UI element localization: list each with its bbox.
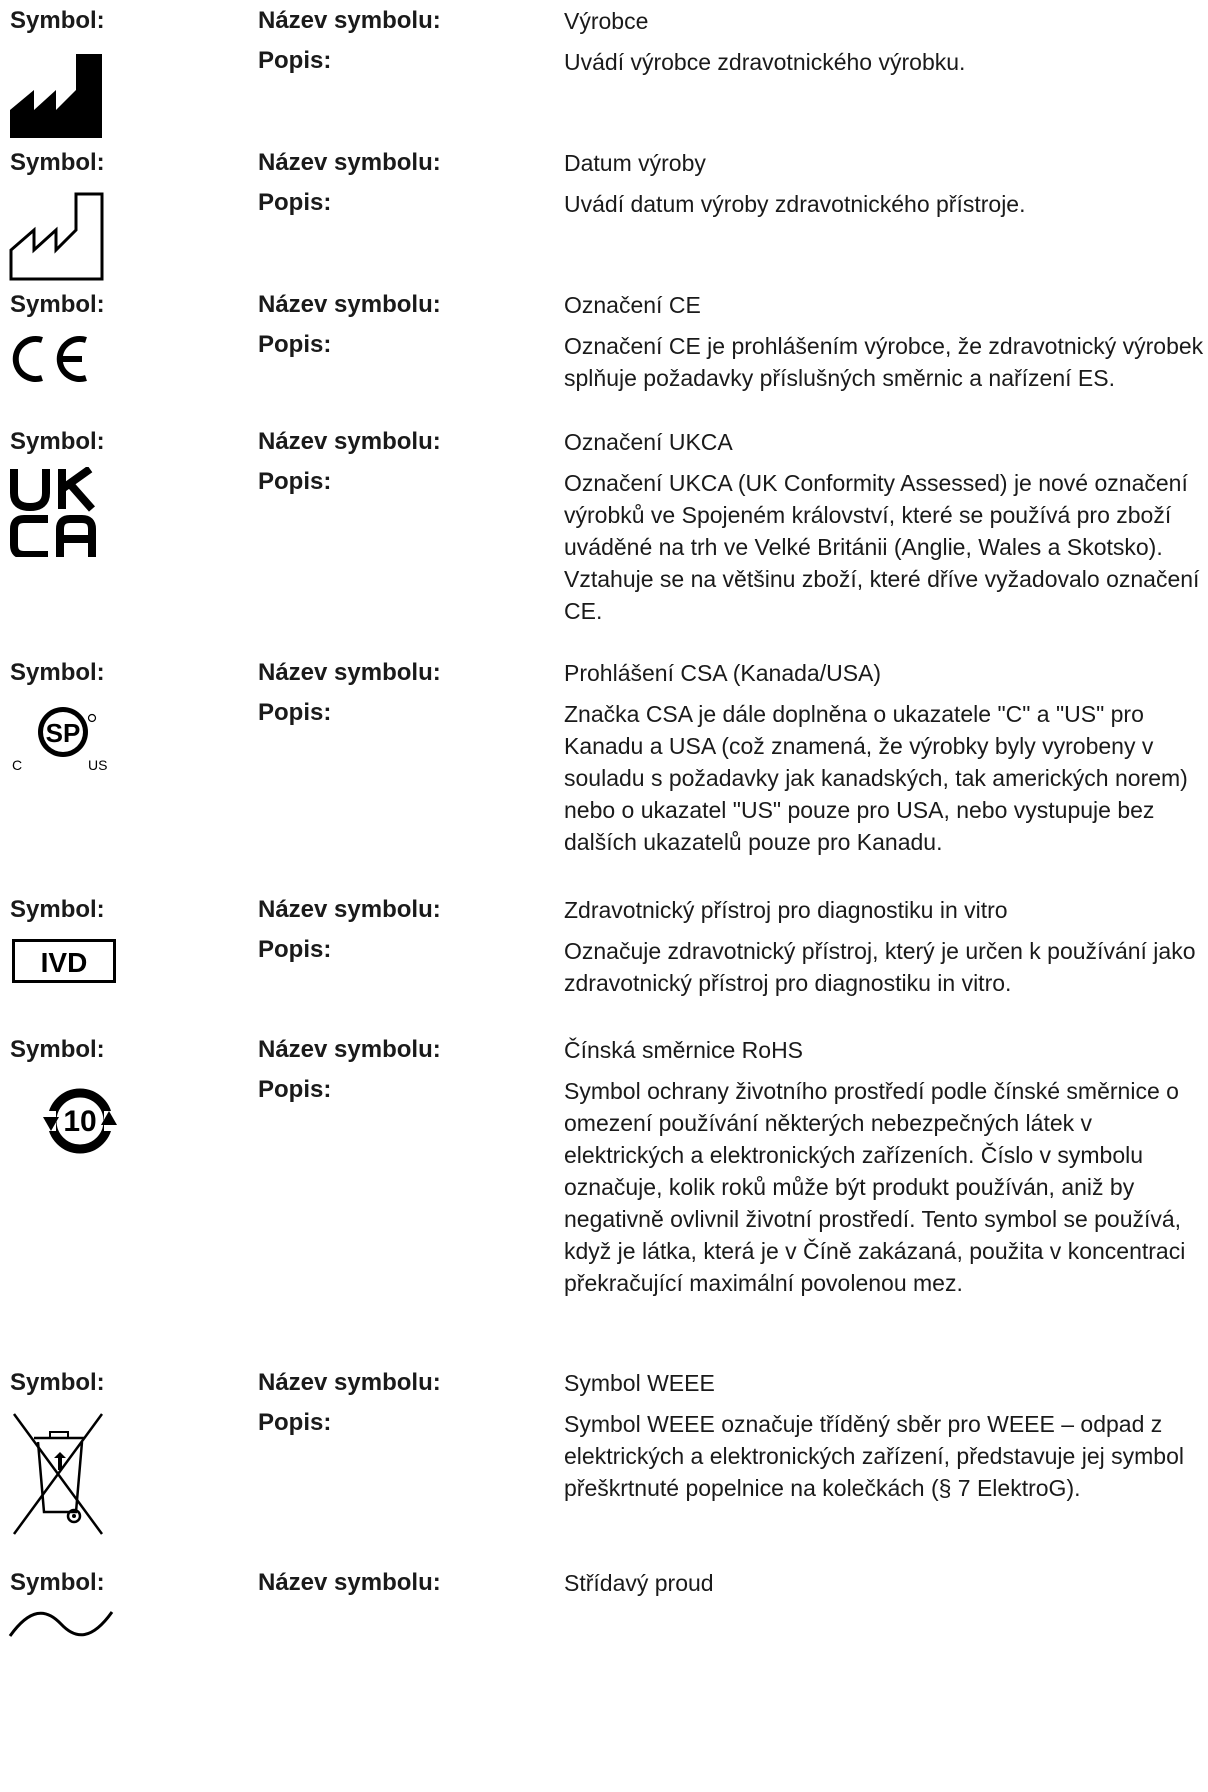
symbol-name-label: Název symbolu: bbox=[258, 291, 441, 318]
symbol-label: Symbol: bbox=[10, 291, 105, 318]
symbol-label: Symbol: bbox=[10, 149, 105, 176]
symbol-entry-china-rohs bbox=[0, 1035, 1208, 1355]
symbol-description: Symbol WEEE označuje tříděný sběr pro WEEE – odpad z elektrických a elektronických zařízení, představuje jej symbol přeškrtnuté popelnice na kolečkách (§ 7 ElektroG). bbox=[564, 1411, 1184, 1501]
symbol-name-label: Název symbolu: bbox=[258, 1369, 441, 1396]
symbol-name: Prohlášení CSA (Kanada/USA) bbox=[564, 660, 882, 686]
date-of-manufacture-icon bbox=[8, 190, 106, 282]
description-label: Popis: bbox=[258, 331, 332, 358]
symbol-description: Symbol ochrany životního prostředí podle čínské směrnice o omezení používání některých nebezpečných látek v elektrických a elektronických zařízeních. Číslo v symbolu označuje, kolik roků může být produkt používán, aniž by negativně ovlivnil životní prostředí. Tento symbol se používá, když je látka, která je v Číně zakázaná, použita v koncentraci překračující maximální povolenou mez. bbox=[564, 1078, 1186, 1296]
symbol-entry-manufacturer bbox=[0, 6, 1208, 136]
symbol-name-label: Název symbolu: bbox=[258, 1569, 441, 1596]
symbol-entry-weee bbox=[0, 1368, 1208, 1553]
symbol-name: Datum výroby bbox=[564, 150, 706, 176]
symbol-description: Uvádí datum výroby zdravotnického přístroje. bbox=[564, 191, 1026, 217]
symbol-name-label: Název symbolu: bbox=[258, 7, 441, 34]
symbol-entry-ce bbox=[0, 290, 1208, 415]
symbol-name-label: Název symbolu: bbox=[258, 659, 441, 686]
symbol-name-label: Název symbolu: bbox=[258, 1036, 441, 1063]
china-rohs-10-icon bbox=[42, 1083, 118, 1159]
symbol-label: Symbol: bbox=[10, 1036, 105, 1063]
symbol-label: Symbol: bbox=[10, 428, 105, 455]
csa-us-indicator: US bbox=[88, 757, 108, 773]
rohs-number: 10 bbox=[63, 1105, 97, 1138]
symbol-label: Symbol: bbox=[10, 1369, 105, 1396]
description-label: Popis: bbox=[258, 468, 332, 495]
symbol-label: Symbol: bbox=[10, 896, 105, 923]
ukca-mark-icon bbox=[8, 467, 104, 557]
symbol-label: Symbol: bbox=[10, 7, 105, 34]
svg-text:SP: SP bbox=[45, 718, 81, 748]
description-label: Popis: bbox=[258, 1076, 332, 1103]
description-label: Popis: bbox=[258, 699, 332, 726]
weee-icon bbox=[10, 1408, 106, 1538]
symbol-name: Střídavý proud bbox=[564, 1570, 714, 1596]
symbol-name: Výrobce bbox=[564, 8, 649, 34]
symbol-name: Označení UKCA bbox=[564, 429, 733, 455]
symbol-name: Označení CE bbox=[564, 292, 701, 318]
ivd-icon bbox=[12, 939, 116, 983]
symbol-name-label: Název symbolu: bbox=[258, 149, 441, 176]
symbol-description: Značka CSA je dále doplněna o ukazatele "C" a "US" pro Kanadu a USA (což znamená, že výrobky byly vyrobeny v souladu s požadavky jak kanadských, tak amerických norem) nebo o ukazatel "US" pouze pro USA, nebo vystupuje bez dalších ukazatelů pouze pro Kanadu. bbox=[564, 701, 1188, 855]
csa-c-indicator: C bbox=[12, 757, 23, 773]
symbol-name-label: Název symbolu: bbox=[258, 896, 441, 923]
description-label: Popis: bbox=[258, 189, 332, 216]
symbol-label: Symbol: bbox=[10, 1569, 105, 1596]
manufacturer-icon bbox=[8, 48, 104, 140]
description-label: Popis: bbox=[258, 936, 332, 963]
symbol-description: Označení UKCA (UK Conformity Assessed) je nové označení výrobků ve Spojeném království, které se používá pro zboží uváděné na trh ve Velké Británii (Anglie, Wales a Skotsko). Vztahuje se na většinu zboží, které dříve vyžadovalo označení CE. bbox=[564, 470, 1200, 624]
alternating-current-icon bbox=[6, 1610, 116, 1640]
symbol-description: Označení CE je prohlášením výrobce, že zdravotnický výrobek splňuje požadavky příslušných směrnic a nařízení ES. bbox=[564, 333, 1204, 391]
description-label: Popis: bbox=[258, 1409, 332, 1436]
ce-mark-icon bbox=[8, 334, 90, 384]
symbol-description: Uvádí výrobce zdravotnického výrobku. bbox=[564, 49, 966, 75]
symbol-name: Zdravotnický přístroj pro diagnostiku in vitro bbox=[564, 897, 1008, 923]
symbol-entry-ukca bbox=[0, 427, 1208, 647]
symbol-entry-alternating-current bbox=[0, 1568, 1208, 1792]
symbol-name: Čínská směrnice RoHS bbox=[564, 1037, 804, 1063]
symbol-name-label: Název symbolu: bbox=[258, 428, 441, 455]
csa-mark-icon bbox=[8, 704, 118, 774]
symbol-entry-date-of-manufacture bbox=[0, 148, 1208, 278]
symbol-name: Symbol WEEE bbox=[564, 1370, 715, 1396]
symbol-description: Označuje zdravotnický přístroj, který je určen k používání jako zdravotnický přístroj pro diagnostiku in vitro. bbox=[564, 938, 1196, 996]
symbol-entry-csa bbox=[0, 658, 1208, 883]
symbol-label: Symbol: bbox=[10, 659, 105, 686]
ivd-text: IVD bbox=[40, 947, 88, 978]
symbol-entry-ivd bbox=[0, 895, 1208, 1025]
description-label: Popis: bbox=[258, 47, 332, 74]
